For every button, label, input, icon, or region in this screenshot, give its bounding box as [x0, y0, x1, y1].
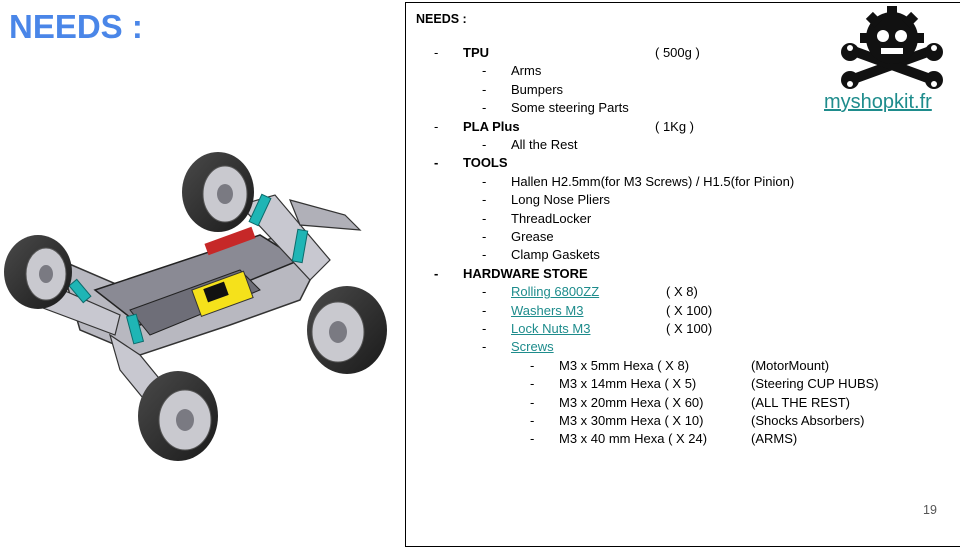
- bullet-dash: -: [530, 376, 535, 392]
- item-text: HARDWARE STORE: [463, 265, 588, 281]
- bullet-dash: -: [530, 413, 535, 428]
- gear-skull-logo-icon: [840, 4, 944, 92]
- bullet-dash: -: [530, 431, 535, 447]
- bullet-dash: -: [530, 394, 535, 410]
- item-text: M3 x 40 mm Hexa ( X 24): [559, 431, 708, 447]
- bullet-dash: -: [530, 357, 535, 373]
- slide-title: NEEDS :: [9, 8, 143, 45]
- item-text: Arms: [511, 63, 542, 79]
- bullet-dash: -: [482, 192, 487, 208]
- item-text: PLA Plus: [463, 118, 520, 134]
- item-note: (ALL THE REST): [751, 394, 850, 410]
- logo-link-text[interactable]: myshopkit.fr: [824, 91, 932, 113]
- item-note: (Shocks Absorbers): [751, 413, 865, 428]
- bullet-dash: -: [482, 100, 487, 116]
- item-link[interactable]: Screws: [511, 339, 554, 355]
- bullet-dash: -: [482, 339, 487, 355]
- item-text: ThreadLocker: [511, 210, 592, 226]
- item-note: (Steering CUP HUBS): [751, 376, 879, 392]
- bullet-dash: -: [482, 210, 487, 226]
- item-quantity: ( 500g ): [655, 45, 700, 60]
- item-link[interactable]: Rolling 6800ZZ: [511, 284, 600, 300]
- bullet-dash: -: [434, 265, 439, 281]
- panel-title: NEEDS :: [416, 12, 467, 26]
- item-quantity: ( X 8): [666, 284, 698, 300]
- item-quantity: ( X 100): [666, 321, 713, 336]
- page-number: 19: [923, 503, 937, 517]
- item-text: M3 x 30mm Hexa ( X 10): [559, 413, 704, 428]
- item-text: M3 x 5mm Hexa ( X 8): [559, 357, 690, 373]
- item-text: Hallen H2.5mm(for M3 Screws) / H1.5(for Pinion): [511, 173, 795, 189]
- item-note: (MotorMount): [751, 357, 830, 373]
- bullet-dash: -: [482, 302, 487, 318]
- item-text: Long Nose Pliers: [511, 192, 610, 208]
- bullet-dash: -: [482, 247, 487, 263]
- bullet-dash: -: [482, 284, 487, 300]
- item-link[interactable]: Lock Nuts M3: [511, 321, 591, 336]
- item-text: M3 x 14mm Hexa ( X 5): [559, 376, 697, 392]
- bullet-dash: -: [482, 321, 487, 336]
- bullet-dash: -: [482, 229, 487, 244]
- item-note: (ARMS): [751, 431, 798, 447]
- item-text: All the Rest: [511, 137, 578, 152]
- item-link[interactable]: Washers M3: [511, 302, 584, 318]
- item-quantity: ( X 100): [666, 302, 713, 318]
- bullet-dash: -: [482, 173, 487, 189]
- bullet-dash: -: [482, 63, 487, 79]
- item-text: Grease: [511, 229, 554, 244]
- bullet-dash: -: [482, 81, 487, 97]
- item-text: TOOLS: [463, 155, 508, 171]
- item-text: M3 x 20mm Hexa ( X 60): [559, 394, 704, 410]
- item-text: Some steering Parts: [511, 100, 629, 116]
- rc-car-chassis-image: [0, 140, 400, 470]
- bullet-dash: -: [482, 137, 487, 152]
- item-text: Clamp Gaskets: [511, 247, 600, 263]
- item-text: Bumpers: [511, 81, 564, 97]
- bullet-dash: -: [434, 45, 439, 60]
- item-quantity: ( 1Kg ): [655, 118, 695, 134]
- bullet-dash: -: [434, 155, 439, 171]
- item-text: TPU: [463, 45, 489, 60]
- bullet-dash: -: [434, 118, 439, 134]
